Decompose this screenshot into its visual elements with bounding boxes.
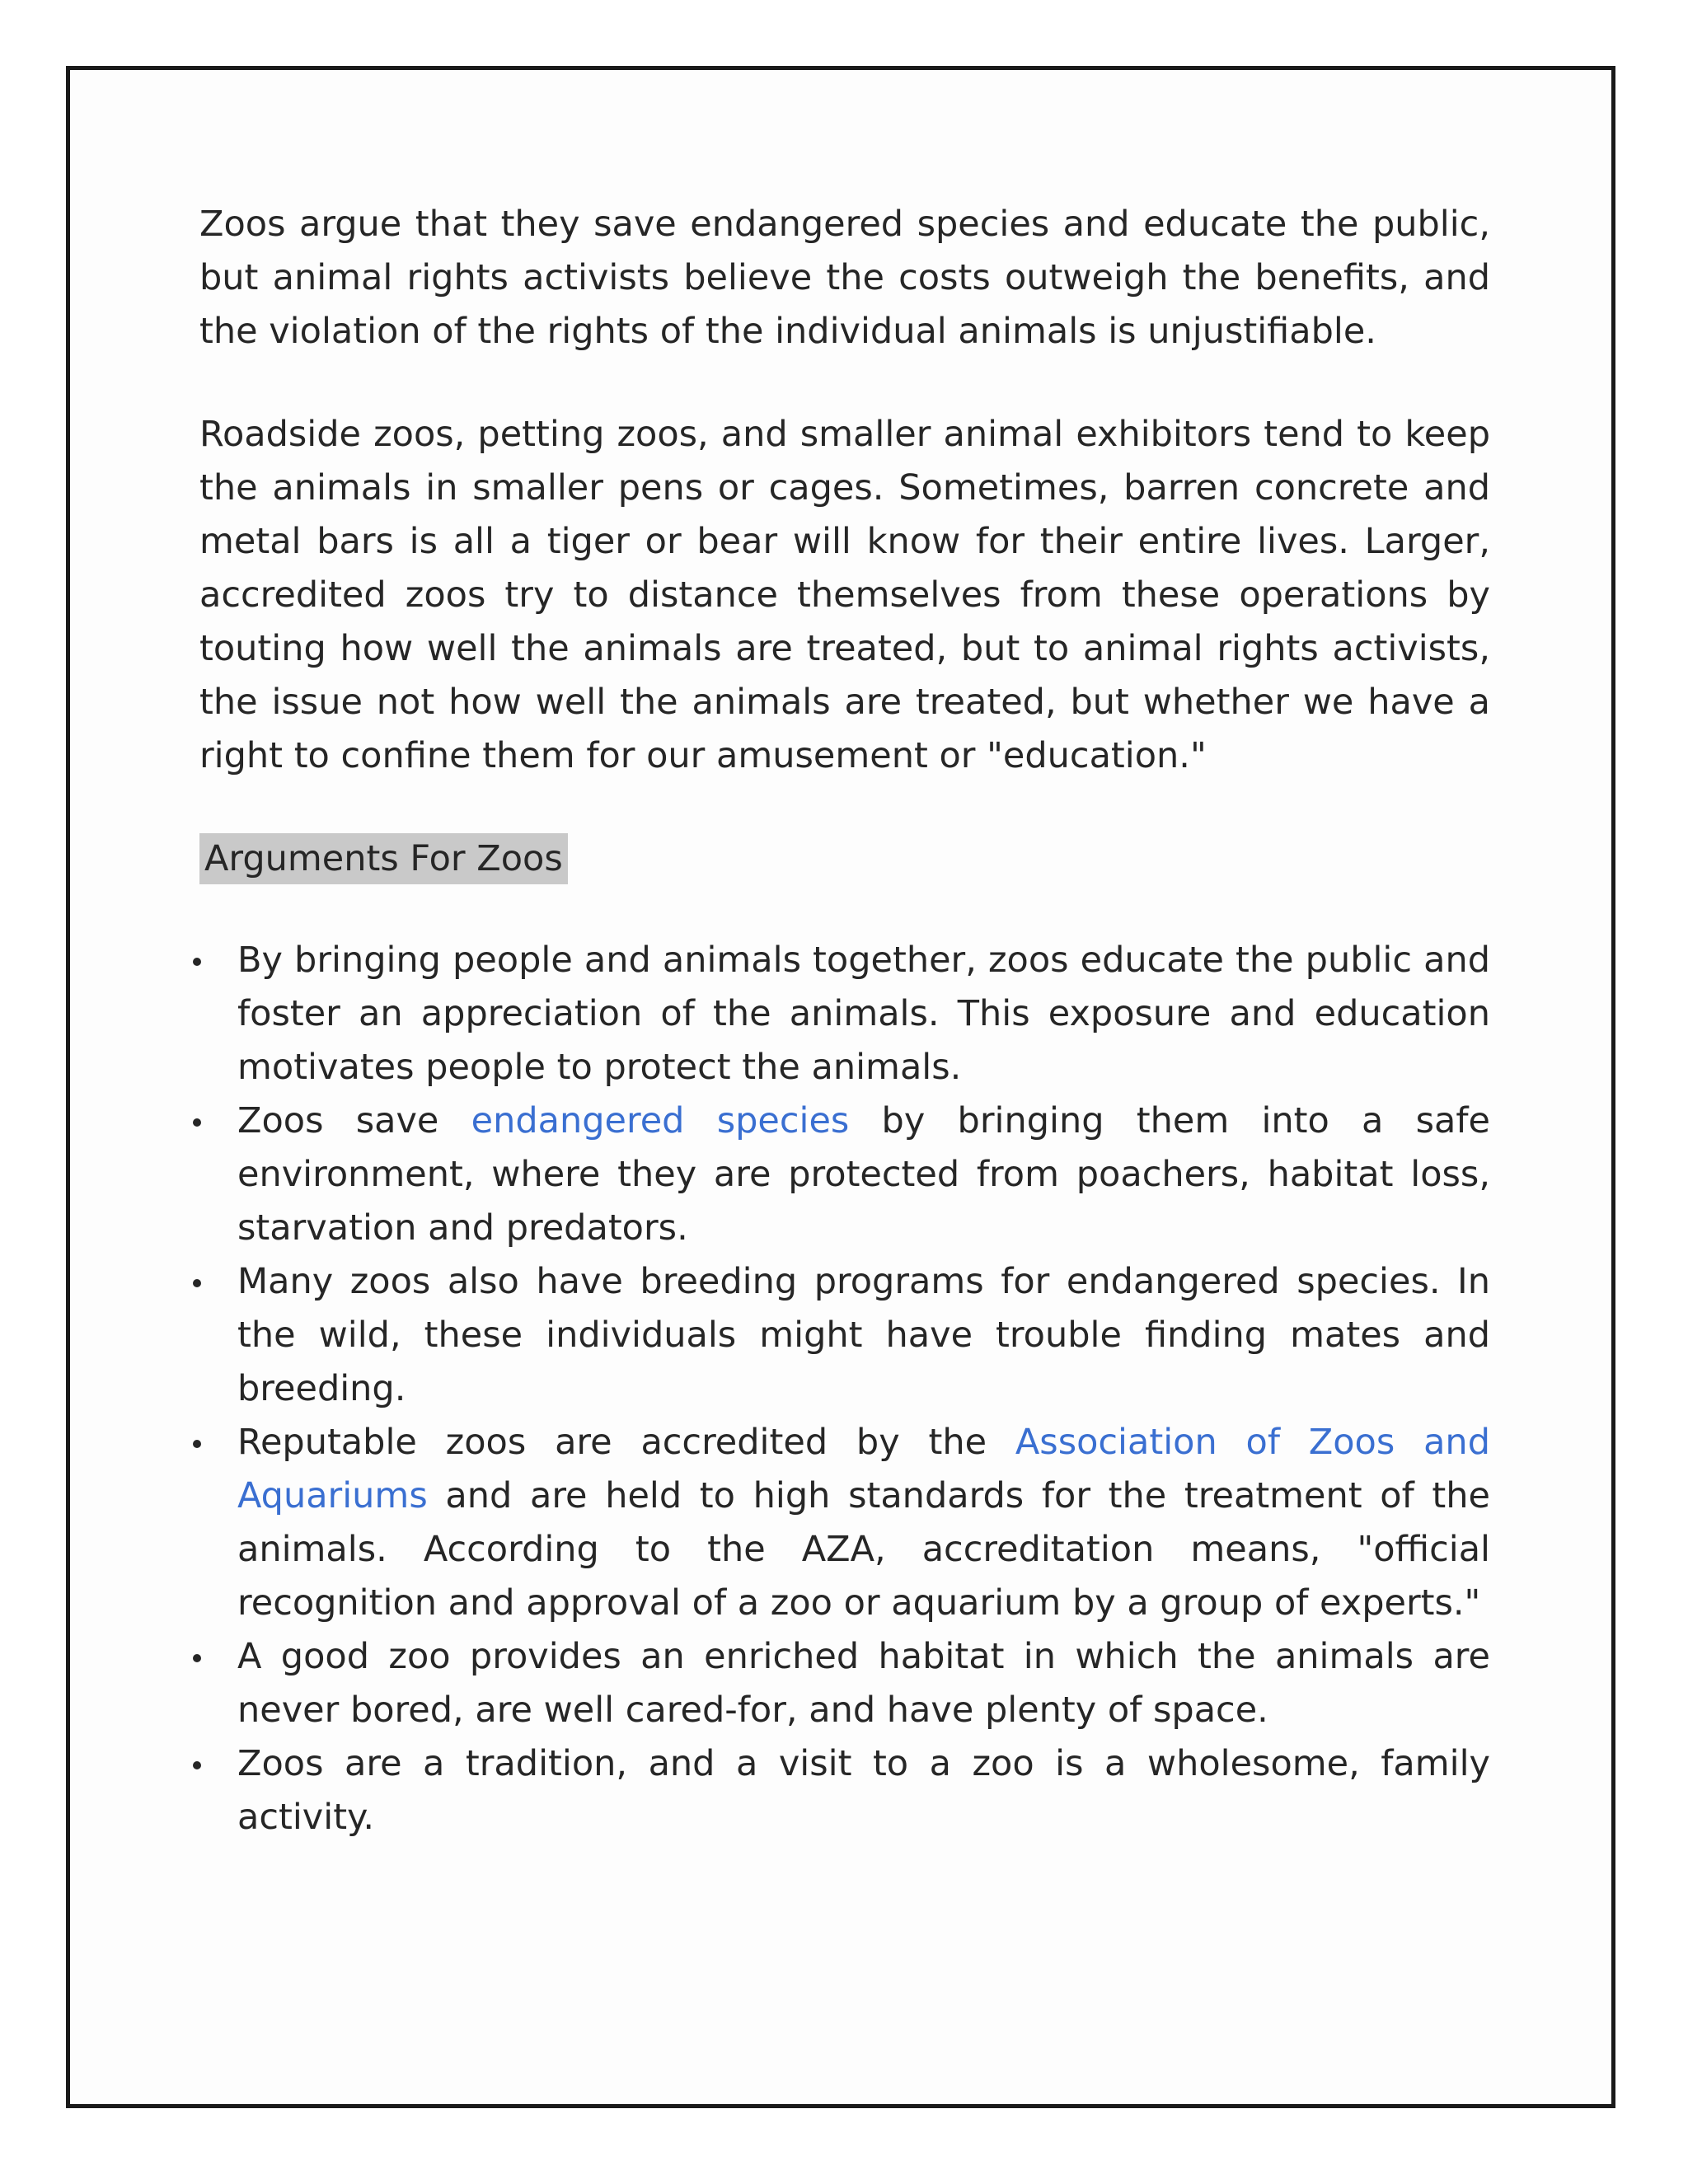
list-item [199, 1094, 1490, 1255]
arguments-list [199, 934, 1490, 1844]
list-item-text: Many zoos also have breeding programs for endangered species. In the wild, these individuals might have trouble finding mates and breeding. [237, 1261, 1490, 1409]
list-item-text: By bringing people and animals together, zoos educate the public and foster an appreciation of the animals. This exposure and education motivates people to protect the animals. [237, 940, 1490, 1088]
bullet-icon [193, 1279, 201, 1287]
bullet-icon [193, 1761, 201, 1769]
list-item-text: and are held to high standards for the treatment of the animals. According to the AZA, accreditation means, "official recognition and approval of a zoo or aquarium by a group of experts." [237, 1475, 1490, 1624]
list-item-text: by bringing them into a safe environment, where they are protected from poachers, habitat loss, starvation and predators. [237, 1100, 1490, 1249]
list-item-text: A good zoo provides an enriched habitat in which the animals are never bored, are well cared-for, and have plenty of space. [237, 1636, 1490, 1731]
bullet-icon [193, 958, 201, 966]
list-item [199, 1255, 1490, 1416]
list-item [199, 934, 1490, 1094]
list-item-text: Zoos are a tradition, and a visit to a zoo is a wholesome, family activity. [237, 1743, 1490, 1838]
document-body [199, 198, 1490, 1844]
roadside-zoos-paragraph: Roadside zoos, petting zoos, and smaller animal exhibitors tend to keep the animals in smaller pens or cages. Sometimes, barren concrete and metal bars is all a tiger or bear will know for their entire lives. Larger, accredited zoos try to distance themselves from these operations by touting how well the animals are treated, but to animal rights activists, the issue not how well the animals are treated, but whether we have a right to confine them for our amusement or "education." [199, 414, 1490, 776]
bullet-icon [193, 1118, 201, 1127]
list-item [199, 1630, 1490, 1737]
endangered-species-link[interactable]: endangered species [471, 1100, 850, 1141]
list-item [199, 1416, 1490, 1630]
section-heading: Arguments For Zoos [199, 833, 568, 884]
intro-paragraph: Zoos argue that they save endangered species and educate the public, but animal rights activists believe the costs outweigh the benefits, and the violation of the rights of the individual animals is unjustifiable. [199, 204, 1490, 352]
aza-link[interactable]: Association of Zoos and Aquariums [237, 1422, 1490, 1516]
list-item-text: Zoos save [237, 1100, 471, 1141]
list-item [199, 1737, 1490, 1844]
list-item-text: Reputable zoos are accredited by the [237, 1422, 1015, 1463]
bullet-icon [193, 1440, 201, 1448]
bullet-icon [193, 1654, 201, 1662]
